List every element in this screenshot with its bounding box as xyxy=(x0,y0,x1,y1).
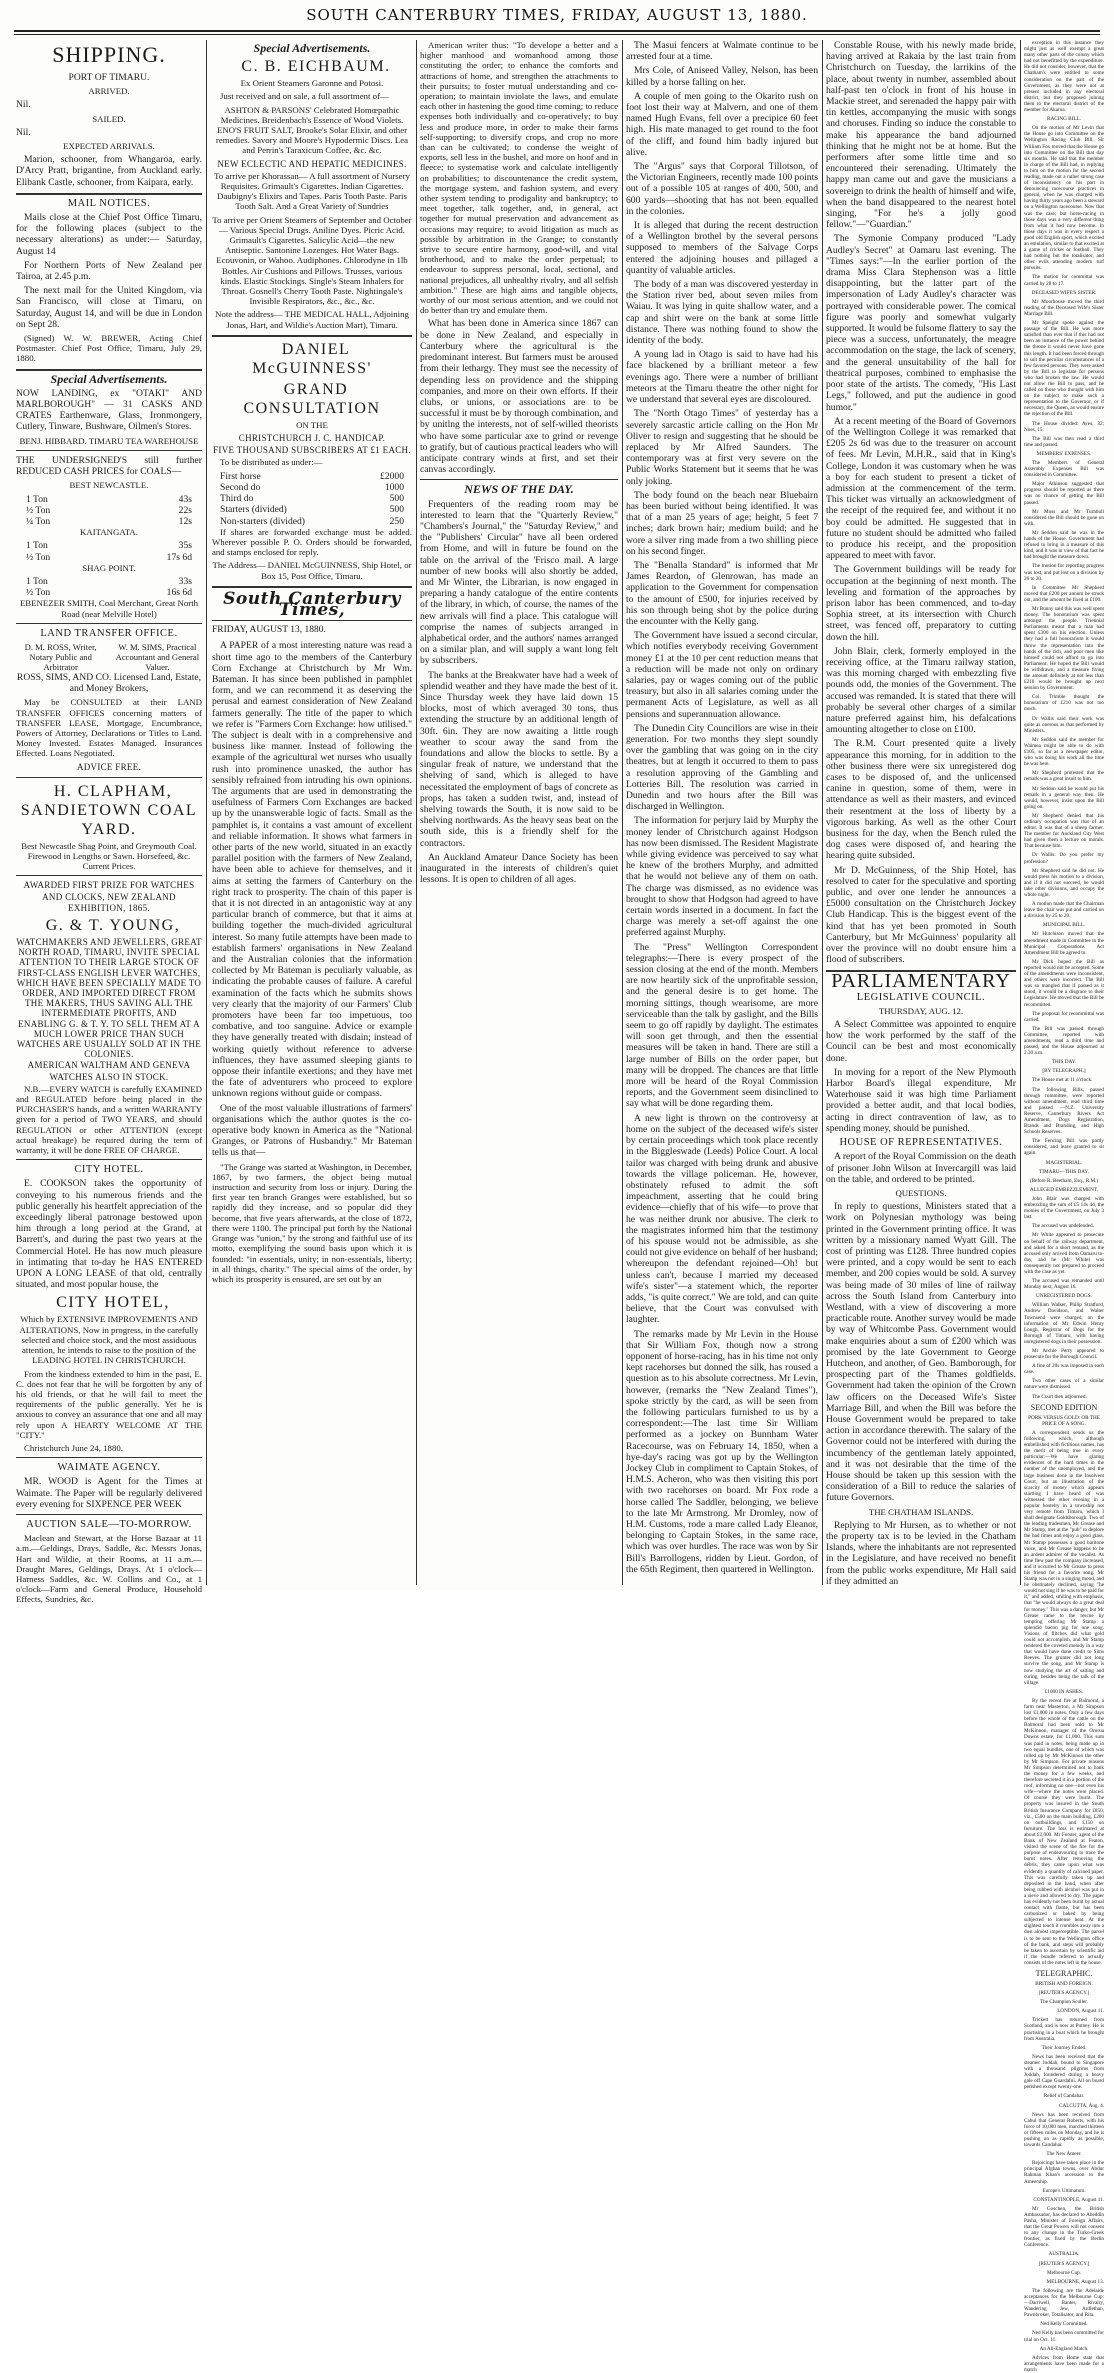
waltham-nb: N.B.—EVERY WATCH is carefully EXAMINED and REGULATED before being placed in the PURCHASER'S hands, and a written WARRANTY given for a period of TWO YEARS, and should REGULATION or other ATTENTION (except actual breakage) be required during the term of warranty, it will be done FREE OF CHARGE. xyxy=(16,1083,202,1156)
newspaper-nameplate: South Canterbury Times, xyxy=(223,588,401,620)
prize-row: Second do 1000 xyxy=(220,481,404,493)
ameer-heading: The New Ameer. xyxy=(1046,2151,1082,2158)
news-item: The R.M. Court presented quite a lively appearance this morning, for in addition to the other business there were six unregistered dog cases to be disposed of, and the unlicensed canine in question, some of them, were in attendance as well as their masters, and evinced their resentment at the loss of liberty by a vigorous barking. As well as the other Court business for the day, when the Bench ruled the dog cases were disposed of, and hearing the hearing quite subsided. xyxy=(826,738,1016,862)
divider xyxy=(16,369,202,371)
divider xyxy=(16,450,202,451)
prize-row: First horse £2000 xyxy=(220,470,404,482)
sailed-label: SAILED. xyxy=(92,113,126,124)
arrived-label: ARRIVED. xyxy=(88,86,130,97)
telegram: Ned Kelly has been committed for trial on Oct. 11. xyxy=(1024,2330,1104,2343)
coal-shag-point: SHAG POINT. xyxy=(82,562,136,573)
divider xyxy=(16,875,202,876)
magisterial-before: (Before R. Beetham, Esq., R.M.) xyxy=(1029,1177,1099,1184)
court-item: Two other cases of a similar nature were dismissed. xyxy=(1024,1378,1104,1391)
coal-best-newcastle: BEST NEWCASTLE. xyxy=(69,480,149,491)
news-item: The banks at the Breakwater have had a week of splendid weather and they have made the best of it. Since Thursday week they have laid down 15 blocks, most of which averaged 30 tons, thus extending the structure by an additional length of 30ft. 6in. They are now awaiting a little rough weather to scour away the sand from the foundations and allow the blocks to settle. By a singular freak of nature, we understand that the shelving of sand, which is alleged to have necessitated the employment of bags of concrete as props, has taken a sudden twist, and, instead of shelving towards the South, it is now said to be shelving northwards. As the heavy seas beat on the south side, this is a friendly shelf for the contractors. xyxy=(420,669,618,849)
parl-item: The House divided: Ayes, 32; Noes, 15. xyxy=(1024,420,1104,433)
news-of-the-day-heading: NEWS OF THE DAY. xyxy=(464,482,574,497)
grand-consultation: GRAND CONSULTATION xyxy=(243,380,381,417)
parl-item: Dr Wallis: Do you prefer my profession? xyxy=(1024,852,1104,865)
mcguinness-body: If shares are forwarded exchange must be added. Wherever possible P. O. Orders should be forwarded, and stamps enclosed for reply. xyxy=(212,526,412,558)
advice-free: ADVICE FREE. xyxy=(76,761,142,772)
divider xyxy=(16,1514,202,1515)
australia-agency: [REUTER'S AGENCY.] xyxy=(1038,2260,1090,2267)
municipal-heading: MUNICIPAL BILL. xyxy=(1042,922,1086,929)
parl-item: A Select Committee was appointed to enquire how the work performed by the staff of the Council can be best and most economically done. xyxy=(826,1019,1016,1064)
divider xyxy=(16,1457,202,1458)
news-item: The body found on the beach near Bluebairn has been buried without being identified. It was that of a man 25 years of age; height, 5 feet 7 inches; dark brown hair; medium build; and he wore a silver ring made from a two shilling piece on his second finger. xyxy=(626,489,818,557)
racing-heading: RACING BILL. xyxy=(1046,116,1081,123)
parl-item: In Committee Mr Shepherd moved that £200 per annum be struck out, and the amount be fixed at £100. xyxy=(1024,584,1104,603)
this-day-sub: [BY TELEGRAPH.] xyxy=(1042,1068,1086,1075)
telegram: News has been received from Cabul that General Roberts, with his force of 10,000 men, marched thirteen or fifteen miles on Monday, and he is pushing on as rapidly as possible, towards Candahar. xyxy=(1024,2111,1104,2149)
leader-quote: "The Grange was started at Washington, in December, 1867, by two farmers, the object being mutual instruction and security from loss or injury. During the first year ten branch Granges were established, but so rapidly did they increase, and so popular did they become, that five years afterwards, at the close of 1872, there were 1100. The principal put forth by the National Grange was "union," by the strong and faithful use of its motto, exemplifying the sound basis upon which it is founded: "in essentials, unity; in non-essentials, liberty; in all things, charity." The special aims of the order, by which its prosperity is ensured, are set out by an xyxy=(212,1161,412,1284)
price-list-kaitangata xyxy=(16,540,202,562)
telegram: Rejoicings have taken place in the principal Afghan towns, over Abdur Rahman Khan's accession to the Ameership. xyxy=(1024,2160,1104,2185)
price-row: 1 Ton 35s xyxy=(26,540,192,552)
parl-item: The motion for committal was carried by 28 to 17. xyxy=(1024,274,1104,287)
news-item: John Blair, clerk, formerly employed in the receiving office, at the Timaru railway station, was this morning charged with embezzling five pounds odd, the monies of the Government. The accused was remanded. It is stated that there will probably be several other charges of a similar nature preferred against him, his defalcations amounting altogether to close on £100. xyxy=(826,645,1016,736)
court-item: A fine of 20s was imposed in each case. xyxy=(1024,1363,1104,1376)
eichbaum-text: ASHTON & PARSONS' Celebrated Homœpathic Medicines. Breidenbach's Essence of Wood Violets. ENO'S FRUIT SALT, Brooke's Solar Elixir, and other remedies. Savory and Moore's Hypodermic Discs. Lea and Perrin's Taraxicum Coffee, &c. &c. xyxy=(215,104,409,156)
mail-notices-heading: MAIL NOTICES. xyxy=(67,197,151,209)
court-item: The accused was undefended. xyxy=(1032,1223,1094,1230)
coal-kaitangata: KAITANGATA. xyxy=(80,527,138,538)
sculler-date: LONDON, August 11. xyxy=(1057,2008,1104,2015)
news-item: The "Argus" says that Corporal Tillotson, of the Victorian Engineers, recently made 100 points out of a possible 105 at ranges of 400, 500, and 600 yards—shooting that has not been equalled in the colonies. xyxy=(626,161,818,217)
kelly-heading: Ned Kelly Committed. xyxy=(1040,2321,1088,2328)
magisterial-sub: TIMARU—THIS DAY. xyxy=(1039,1168,1089,1175)
telegram: Trickett has returned from Scotland, and is now at Putney. He is practising in a boat which he brought from Australia. xyxy=(1024,2017,1104,2042)
clapham-name: H. CLAPHAM, SANDIETOWN COAL YARD. xyxy=(20,782,198,838)
sculler-heading: The Champion Sculler. xyxy=(1040,1999,1088,2006)
arrived-value: Nil. xyxy=(16,99,31,111)
legislative-council-heading: LEGISLATIVE COUNCIL. xyxy=(856,991,986,1003)
parl-item: Mr Shepherd protested that the remark was a great insult to him. xyxy=(1024,770,1104,783)
parl-item: The following Bills, passed through committee, were reported without amendment, read third time and passed —N.Z. University Reserve, Canterbury Rivers Act Amendment, Dogs Registration, Brands and Branding, and High Schools Reserves. xyxy=(1024,1086,1104,1136)
parl-item: On the motion of Mr Levin that the House go into Committee on the Wellington Racing Club Bill, Sir William Fox moved that the House go into Committee on the Bill that day six months. He said that the member in charge of the Bill had, in replying to him on the motion for the second reading, made out a rather strong case of inconsistency on his part in denouncing racecourse practices in general, when he was charged with having thirty years ago been a steward on a Wellington racecourse. Now that was the case; but horse-racing in those days was a very different thing from what it had now become. In those days it was in every respect a good old English sport, which excited an emulation, similar to that excited at a game of cricket or football. They had nothing but the totalisator, and other evils attending modern turf pursuits. xyxy=(1024,125,1104,272)
members-heading: MEMBERS' EXPENSES. xyxy=(1036,450,1092,457)
partner-ross: D. M. ROSS, Writer, Notary Public and Arbitrator xyxy=(24,641,97,672)
cup-date: MELBOURNE, August 13. xyxy=(1046,2278,1104,2285)
city-hotel-date: Christchurch June 24, 1880. xyxy=(24,1442,123,1453)
news-item: The "North Otago Times" of yesterday has a severely sarcastic article calling on the Hon Mr Oliver to resign and suggesting that he should be replaced by Mr Alfred Saunders. The contemporary was at first very severe on the Public Works Statement but it seems that he was only joking. xyxy=(626,408,818,487)
australia-heading: AUSTRALIA. xyxy=(1048,2251,1080,2258)
price-row: 1 Ton 33s xyxy=(26,575,192,587)
special-ads-heading: Special Advertisements. xyxy=(253,41,371,55)
court-item: John Blair was charged with embezzling the sum of £5 14s 4d, the monies of the Government, on July 3 last. xyxy=(1024,1195,1104,1221)
parl-item: Mr Seddon said he was in the hands of the House. Government had refused to bring in a measure of this kind, and it was in view of that fact he had brought the measure down. xyxy=(1024,529,1104,561)
parl-item: The Bill was then read a third time and passed. xyxy=(1024,435,1104,448)
auction-body: Maclean and Stewart, at the Horse Bazaar at 11 a.m.—Geldings, Drays, Saddle, &c. Messrs Jonas, Hart and Wildie, at their Rooms, at 11 a.m.—Draught Mares, Geldings, Drays. At 1 o'clock—Harness Saddles, &c. W. Collins and Co., at 1 o'clock—Farm and General Produce, Household Effects, Sundries, &c. xyxy=(16,1533,202,1605)
column-rule xyxy=(206,40,207,1585)
expected-arrivals: Marion, schooner, from Whangaroa, early. D'Arcy Pratt, brigantine, from Auckland early. Elibank Castle, schooner, from Kaipara, early. xyxy=(16,154,202,188)
british-foreign-heading: BRITISH AND FOREIGN. xyxy=(1035,1981,1093,1987)
parl-item: Mr Seddon said he would put his remark in a general way then. He would, however, insist upon the Bill going on. xyxy=(1024,785,1104,810)
news-item: The "Press" Wellington Correspondent telegraphs:—There is every prospect of the session closing at the end of the month. Members are now heartily sick of the unprofitable session, and the general desire is to get home. The morning sittings, though wearisome, are more serviceable than the talk by gaslight, and the Bills seem to go off rapidly by daylight. The estimates will soon get through, and then the essential measures will be taken in hand. There are still a large number of Bills on the order paper, but many will be dropped. The chances are that little more will be heard of the Royal Commission reports, and the Government seem disinclined to say what will be done regarding them. xyxy=(626,941,818,1110)
leader-paragraph: A PAPER of a most interesting nature was read a short time ago to the members of the Canterbury Corn Exchange at Christchurch by Mr Wm. Bateman. It has since been published in pamphlet form, and we can recommend it as deserving the perusal and earnest consideration of New Zealand farmers generally. The title of the paper to which we refer is "Farmers Corn Exchange: how utilised." The subject is dealt with in a comprehensive and business like manner. Instead of following the example of the agricultural wet nurses who usually rush into prominence unasked, the author has sensibly refrained from intruding his own opinions. The arguments that are used in demonstrating the usefulness of Farmers Corn Exchanges are backed up by the unanswerable logic of facts. Small as the pamphlet is, it contains a vast amount of excellent and reliable information. It shows what farmers in other parts of the new world, situated in an exactly parallel position with the farmers of New Zealand, have been able to achieve for themselves, and it aims at setting the farmers of Canterbury on the right track to prosperity. The chain of this paper is that it is not directed in an antagonistic way at any particular branch of commerce, but that it aims at building together the much-divided agricultural interest. So many futile attempts have been made to establish farmers' organisations in New Zealand and the Australian colonies that the information collected by Mr Bateman is peculiarly valuable, as indicating the probable causes of failure. A careful examination of the facts which he submits shows very clearly that the majority of our Farmers' Club promoters have been far too impetuous, too combative, and too sanguine. Advice or example they have generally treated with disdain; instead of working quietly without reference to adverse influences, they have assumed sleeping giants to oppose their infantile exertions; and they have met the fate of adventurers who proceed to explore unknown regions without guide or compass. xyxy=(212,640,412,1100)
parl-item: The proposal for recommittal was carried. xyxy=(1024,1010,1104,1023)
chatham-heading: THE CHATHAM ISLANDS. xyxy=(868,1506,974,1517)
parl-item: Major Atkinson suggested that progress should be reported as there was no chance of getting the Bill passed. xyxy=(1024,481,1104,506)
ad-coal-intro: THE UNDERSIGNED'S still further REDUCED CASH PRICES for COALS— xyxy=(16,454,202,478)
parl-item: Col. Trimble thought the honorarium of £210 was not too much. xyxy=(1024,694,1104,713)
reuters-agency: [REUTER'S AGENCY.] xyxy=(1038,1990,1090,1997)
parl-item: Mr Seddon said the member for Waimea might be able to do with £105, so far as a newspaper editor, who was doing his work all the time he was here. xyxy=(1024,736,1104,768)
this-day-heading: THIS DAY. xyxy=(1051,1059,1077,1066)
mcguinness-name: DANIEL McGUINNESS' xyxy=(252,340,372,377)
news-item: A couple of men going to the Okarito rush on foot lost their way at Malvern, and one of them named Hugh Evans, fell over a precipice 60 feet high. His mate managed to get round to the foot of the cliff, and found him badly injured but alive. xyxy=(626,90,818,158)
column-rule xyxy=(822,40,823,1585)
column-leader-news xyxy=(420,40,618,1585)
column-shipping xyxy=(16,40,202,1605)
column-rule xyxy=(622,40,623,1585)
news-item: An Auckland Amateur Dance Society has been inaugurated in the interests of children's quiet lessons. It is open to children of all ages. xyxy=(420,851,618,886)
candahar-heading: Relief of Candahar. xyxy=(1043,2093,1085,2100)
parl-item: The Members of General Assembly Expenses Bill was considered in Committee. xyxy=(1024,460,1104,479)
telegram: News has been received that the steamer Joddah, bound to Singapore with a thousand pilgrims from Joddah, foundered during a heavy gale off Cape Guardafui. All on board perished except twenty-one. xyxy=(1024,2053,1104,2091)
price-list-shag xyxy=(16,576,202,598)
prize-row: Starters (divided) 500 xyxy=(220,504,404,516)
coal-signature: EBENEZER SMITH, Coal Merchant, Great North Road (near Melville Hotel) xyxy=(19,598,199,619)
expected-label: EXPECTED ARRIVALS. xyxy=(63,141,155,152)
dws-heading: DECEASED WIFE'S SISTER. xyxy=(1031,289,1097,296)
divider xyxy=(212,620,412,621)
prize-table xyxy=(212,471,412,527)
auction-heading: AUCTION SALE—TO-MORROW. xyxy=(26,1518,192,1530)
parliamentary-heading: PARLIAMENTARY xyxy=(831,970,1011,993)
news-item: A young lad in Otago is said to have had his face blackened by a brilliant meteor a few evenings ago. There were a number of brilliant meteors at the Timaru theatre the other night for we understand that several eyes are discoloured. xyxy=(626,349,818,406)
court-item: Mr Archie Perry appeared to prosecute for the Borough Council. xyxy=(1024,1348,1104,1361)
eichbaum-sub: Ex Orient Steamers Garonne and Potosi. xyxy=(240,78,384,89)
parl-item: Mr Shepherd denied that his ordinary occupation was that of an editor. It was that of a sheep farmer. The member for Auckland City West had given them a lecture on morals. That because him. xyxy=(1024,812,1104,850)
divider xyxy=(16,777,202,778)
divider xyxy=(420,479,618,480)
telegram: The following are the Adelaide acceptances for the Melbourne Cup:—Darriwell, Banter, Rivalry, Wandering Jew, Ardlethan, Pawnbroker, Totalisator, and Rita. xyxy=(1024,2287,1104,2319)
news-item: The remarks made by Mr Levin in the House that Sir William Fox, though now a strong opponent of horse-racing, has in his time not only kept racehorses but donned the silk, has roused a question as to his absolute correctness. Mr Levin, however, (remarks the "New Zealand Times"), spoke strictly by the card, as will be seen from the following particulars furnished to us by a correspondent:—The last time Sir William performed as a jockey on Bunnham Water Racecourse, was on February 14, 1850, when a hye-day's racing was got up by the Wellington Jockey Club in compliment to Captain Stokes, of H.M.S. Acheron, who was then visiting this port with two racehorses on board. Mr Fox rode a horse called The Saddler, belonging, we believe to the late Mr Armstrong. Mr Dromley, now of H.M. Customs, rode a mare called Lady Eleanor, belonging to Captain Stokes, in the same race, which was over hurdles. The race was won by Sir Bill's Barrollogens, ridden by Lieut. Gordon, of the 65th Regiment, then quartered in Wellington. xyxy=(626,1328,818,1575)
pork-heading: PORK VERSUS GOLD: OR THE PRICE OF A SONG. xyxy=(1028,1414,1100,1427)
court-item: William Walker, Philip Stratford, Andrew Davidson, and Walter Townsend were charged, on the information of Mr Edwin Henry Lough, Registrar of Dogs for the Borough of Timaru, with having unregistered dogs in their possession. xyxy=(1024,1302,1104,1345)
mail-notice: Mails close at the Chief Post Office Timaru, for the following places (subject to the necessary alterations) as under:— Saturday, August 14 xyxy=(16,212,202,257)
candahar-date: CALCUTTA, Aug. 4. xyxy=(1059,2102,1104,2109)
parl-item: Mr Moss and Mr Turnbull considered the Bill should be gone on with. xyxy=(1024,508,1104,527)
news-item: Frequenters of the reading room may be interested to learn that the "Quarterly Review," "Chambers's Journal," the "Saturday Review," and the "Publishers' Circular" have all been ordered from Home, and will in future be found on the table on the arrival of the 'Frisco mail. A large number of new books will also shortly be added, and Mr Winter, the Librarian, is now engaged in preparing a handy catalogue of the entire contents of the library, in which, of course, the names of the new arrivals will find a place. This catalogue will comprise the names of subjects arranged in alphabetical order, and the authors' names arranged on a similar plan, and will supply a want long felt by subscribers. xyxy=(420,498,618,667)
column-news xyxy=(626,40,818,1585)
distributed-label: To be distributed as under:— xyxy=(220,457,323,468)
court-item: The accused was remanded until Monday next, August 16. xyxy=(1024,1278,1104,1291)
parl-item: exception in this instance they might just as well exempt a great many other parts of the colony which had not benefitted by the expenditure. He did not consider, however, that the Chatham's were entitled to some consideration on the part of the Government, as they were not at present included in any electoral district, but they proposed joining them to the electoral district of the member for Akaroa. xyxy=(1024,40,1104,114)
parl-item: Mr Shepherd said he did not. He would press his motion to a division, and if it did not succeed, he would take other divisions, and occupy the whole night. xyxy=(1024,867,1104,898)
parl-item: A motion made that the Chairman leave the chair was put and carried on a division by 25 to 20. xyxy=(1024,901,1104,920)
special-ads-heading: Special Advertisements. xyxy=(50,371,168,386)
city-hotel-body-2: Which by EXTENSIVE IMPROVEMENTS AND ALTERATIONS, Now in progress, in the carefully selected and choice stock, and the most assiduous attention, he intends to raise to the position of the LEADING HOTEL IN CHRISTCHURCH. xyxy=(19,1314,199,1366)
parl-item: The Fencing Bill was partly considered, and leave granted to sit again. xyxy=(1024,1138,1104,1157)
divider xyxy=(16,1159,202,1160)
parl-item: A report of the Royal Commission on the death of prisoner John Wilson at Invercargill was laid on the table, and ordered to be printed. xyxy=(826,1151,1016,1185)
masthead-rule xyxy=(14,30,1100,32)
port-heading: PORT OF TIMARU. xyxy=(68,72,150,83)
eichbaum-address: Note the address— THE MEDICAL HALL, Adjoining Jonas, Hart, and Wildie's Auction Mart), Timaru. xyxy=(215,309,409,330)
parl-item: Dr Wallis said their work was quite as onerous as that performed by Ministers. xyxy=(1024,715,1104,734)
news-item: The Government have issued a second circular, which notifies everybody receiving Government money £1 at the 10 per cent reduction means that a reduction will be made not only on ordinary salaries, pay or wages coming out of the public treasury, but also in all salaries coming under the permanent Acts of Legislature, as well as all pensions and superannuation allowance. xyxy=(626,630,818,720)
news-item: At a recent meeting of the Board of Governors of the Wellington College it was remarked that £205 2s 6d was due to the treasurer on account of fees. Mr Levin, M.H.R., said that in King's College, London it was customary when he was a boy for each student to present a ticket of admission at the commencement of the term. This ticket was virtually an acknowledgment of the receipt of the required fee, and without it no boy could be admitted. He suggested that in future no student should be admitted who failed to produce his receipt, and the proposition appeared to meet with favor. xyxy=(826,415,1016,562)
parl-item: Mr Hutchison moved that the amendment made in Committee to the Municipal Corporations Act Amendment Bill be agreed to. xyxy=(1024,931,1104,956)
unregistered-dogs-heading: UNREGISTERED DOGS. xyxy=(1036,1293,1092,1300)
prize-row: Third do 500 xyxy=(220,493,404,505)
parl-item: The Bill was passed through Committee, reported with amendments, read a third time and passed, and the House adjourned at 2.30 a.m. xyxy=(1024,1025,1104,1057)
telegram: Mr Goschen, the British Ambassador, has declared to Abeddin Pasha, Minister of Foreign Affairs, that the Great Powers will not consent to any change in the Turko-Greek frontier, as fixed by the Berlin Conference. xyxy=(1024,2205,1104,2249)
land-partners xyxy=(16,642,202,672)
embezzlement-heading: ALLEGED EMBEZZLEMENT. xyxy=(1030,1186,1098,1193)
house-heading: HOUSE OF REPRESENTATIVES. xyxy=(839,1137,1003,1149)
ad-otaki-sign: BENJ. HIBBARD. TIMARU TEA WAREHOUSE xyxy=(19,435,199,446)
price-row: ½ Ton 22s xyxy=(26,504,192,516)
news-item: Mr D. McGuinness, of the Ship Hotel, has resolved to cater for the speculative and sporting public, and over one lender he announces a £5000 consultation on the Christchurch Jockey Club Handicap. This is the biggest event of the kind that has yet been promoted in South Canterbury, but Mr McGuinness' popularity all over the province will no doubt ensure him a flood of subscribers. xyxy=(826,864,1016,966)
mcguinness-address: The Address— DANIEL McGUINNESS, Ship Hotel, or Box 15, Post Office, Timaru. xyxy=(212,560,412,581)
europe-heading: Europe's Ultimatum. xyxy=(1042,2187,1086,2194)
city-hotel-body: E. COOKSON takes the opportunity of conveying to his numerous friends and the public generally his heartfelt appreciation of the exceedingly liberal patronage bestowed upon him through a long period at the Grand, at Barrett's, and during the past two years at the Commercial Hotel. He has now much pleasure in intimating that to-day he HAS ENTERED UPON A LONG LEASE of that old, centrally situated, and most popular house, the xyxy=(16,1178,202,1291)
prize-row: Non-starters (divided) 250 xyxy=(220,515,404,527)
grand-event: CHRISTCHURCH J. C. HANDICAP. xyxy=(238,433,386,444)
young-body: WATCHMAKERS AND JEWELLERS, GREAT NORTH ROAD, TIMARU, INVITE SPECIAL ATTENTION TO THEIR LARGE STOCK OF FIRST-CLASS ENGLISH LEVER WATCHES, WHICH HAVE BEEN SPECIALLY MADE TO ORDER, AND IMPORTED DIRECT FROM THE MAKERS, THUS SAVING ALL THE INTERMEDIATE PROFITS, AND ENABLING G. & T. Y. TO SELL THEM AT A MUCH LOWER PRICE THAN SUCH WATCHES ARE USUALLY SOLD AT IN THE COLONIES. xyxy=(16,936,202,1060)
clapham-body: Best Newcastle Shag Point, and Greymouth Coal. Firewood in Lengths or Sawn. Horsefeed, &c. Current Prices. xyxy=(21,840,197,872)
news-item: It is alleged that during the recent destruction of a Wellington brothel by the several persons supposed to members of the Salvage Corps entered the adjoining houses and pillaged a quantity of valuable articles. xyxy=(626,220,818,276)
ross-sims-body: May be CONSULTED at their LAND TRANSFER OFFICES concerning matters of TRANSFER LEASE, Mortgage, Encumbrance, Powers of Attorney, Declarations or Titles to Land. Money Invested. Estates Managed. Insurances Effected. Loans Negotiated. xyxy=(16,697,202,759)
parl-item: In reply to questions, Ministers stated that a work on Polynesian mythology was being printed in the Government printing office. It was written by a missionary named Wyatt Gill. The cost of printing was £128. Three hundred copies were printed, and a copy would be sent to each member, and 200 copies would be sold. A survey was being made of 30 miles of line of railway across the South Island from Canterbury into Westland, with a view of discovering a more practicable route. Another survey would be made by way of Whitcombe Pass. Government would make enquiries about a sum of £200 which was promised by the late Government to George Hutcheon, and another, of Geo. Bamborough, for prospecting part of the Thames goldfields. Government had taken the opinion of the Crown law officers on the Deceased Wife's Sister Marriage Bill, and when the Bill was before the House Government would be prepared to take action in accordance therewith. The salary of the Governor could not be interfered with during the incumbency of the gentleman lately appointed, and it was not desirable that the time of the House should be taken up this session with the consideration of a Bill to reduce the salaries of future Governors. xyxy=(826,1201,1016,1504)
masthead-rule-thin xyxy=(14,34,1100,35)
news-item: The information for perjury laid by Murphy the money lender of Christchurch against Hodgson has now been dismissed. The Resident Magistrate while giving evidence was perceived to say what he knew of the brothers Murphy, and admitted that he would not believe any of them on oath. The charge was dismissed, as no evidence was brought to show that Hodgson had agreed to have certain words inserted in a document. In fact the charge was merely a set-off against the one preferred against Murphy. xyxy=(626,815,818,939)
mail-notice: The next mail for the United Kingdom, via San Francisco, will close at Timaru, on Saturday, August 14, and will be due in London on Sept 28. xyxy=(16,285,202,330)
city-hotel-heading: CITY HOTEL. xyxy=(74,1164,144,1176)
price-row: 1 Ton 43s xyxy=(26,493,192,505)
column-parliamentary-cont xyxy=(1024,40,1104,2373)
journey-heading: Their Journey Ended. xyxy=(1041,2044,1087,2051)
price-row: ½ Ton 17s 6d xyxy=(26,551,192,563)
ross-sims-name: ROSS, SIMS, AND CO. Licensed Land, Estate, and Money Brokers, xyxy=(16,671,202,695)
leader-dateline: FRIDAY, AUGUST 13, 1880. xyxy=(212,625,326,636)
city-hotel-body-3: From the kindness extended to him in the past, E. C. does not fear that he will be forgotten by any of his old friends, or that he will fail to meet the requirements of the public generally. Yet he is anxious to convey an assurance that one and all may rely upon A HEARTY WELCOME AT THE "CITY." xyxy=(16,1368,202,1440)
cup-heading: Melbourne Cup. xyxy=(1046,2269,1081,2276)
land-transfer-heading: LAND TRANSFER OFFICE. xyxy=(40,627,178,639)
column-rule xyxy=(416,40,417,1585)
five-thousand: FIVE THOUSAND SUBSCRIBERS AT £1 EACH. xyxy=(213,445,411,456)
telegraphic-heading: TELEGRAPHIC. xyxy=(1035,1969,1093,1978)
waimate-heading: WAIMATE AGENCY. xyxy=(57,1462,161,1474)
price-row: ¼ Ton 12s xyxy=(26,515,192,527)
parl-item: Mr Bunny said this was well spent money. The honorarium was spent amongst the people. Triennial Parliaments meant that a man had spent £300 on his election. Unless they had a full honorarium it would throw the representation into the hands of the rich, and poor men like himself could not afford to go into Parliament. He hoped the Bill would be withdrawn, and a measure fixing the amount definitely at not less than £210 would be brought up next session by Government. xyxy=(1024,605,1104,692)
shipping-heading: SHIPPING. xyxy=(52,42,166,67)
news-item: Constable Rouse, with his newly made bride, having arrived at Rakaia by the last train from Christchurch on Tuesday, the larrikins of the place, about twenty in number, assembled about half-past ten o'clock in front of his house in Mackie street, and serenaded the happy pair with tin kettles, accompanying the music with songs and choruses. Finding so induce the constable to make his appearance the band adjourned thinking that he might not be at home. But the performers after some little time and so encountered their serenading. Ultimately the happy man came out and gave the musicians a sovereign to drink the health of himself and wife, when the band disappeared to the nearest hotel singing, "For he's a jolly good fellow."—"Guardian." xyxy=(826,40,1016,231)
second-edition-heading: SECOND EDITION xyxy=(1030,1402,1098,1412)
parl-item: Mr Moorhouse moved the third reading of the Deceased Wife's Sister Marriage Bill. xyxy=(1024,298,1104,317)
court-item: The Court then adjourned. xyxy=(1032,1393,1087,1400)
waimate-body: MR. WOOD is Agent for the Times at Waimate. The Paper will be regularly delivered every evening for SIXPENCE PER WEEK xyxy=(16,1476,202,1510)
parl-item: Mr Speight spoke against the passage of the Bill. He was more satisfied than ever that if this had not been an instance of the power behind the throne it would never have gone this length. It had been forced through to suit the peculiar circumstances of a few favored persons. They were asked by the Bill to legislate for persons who had broken the law. He would not allow the Bill to pass, and he called on those who thought with him on the subject to make such a representation to the Governor, or if necessary, the Queen, as would ensure the rejection of the Bill. xyxy=(1024,320,1104,418)
city-hotel-name: CITY HOTEL, xyxy=(56,1294,170,1312)
ad-otaki: NOW LANDING, ex "OTAKI" AND MARLBOROUGH" — 31 CASKS AND CRATES Earthenware, Glass, Ironmongery, Cutlery, Tinware, Bushware, Oilmen's Stores. xyxy=(16,387,202,433)
magisterial-heading: MAGISTERIAL. xyxy=(1045,1159,1083,1166)
europe-date: CONSTANTINOPLE, August 11. xyxy=(1033,2196,1104,2203)
parl-item: The House met at 11 o'clock. xyxy=(1032,1077,1093,1084)
column-parliamentary xyxy=(826,40,1016,1585)
parl-item: The motion for reporting progress was lost, and put lost on a division by 26 to 20. xyxy=(1024,563,1104,582)
ashes-heading: £1000 IN ASHES. xyxy=(1044,1688,1084,1695)
sailed-value: Nil. xyxy=(16,126,31,138)
news-item: The Government buildings will be ready for occupation at the beginning of next month. The leveling and formation of the approaches by prison labor has been commenced, and to-day Sophia street, at its intersection with Church street, was fenced off, preparatory to cutting down the hill. xyxy=(826,564,1016,643)
news-item: A new light is thrown on the controversy at home on the subject of the deceased wife's sister by certain proceedings which took place recently in the Biggleswade (Leeds) Police Court. A local tailor was charged with being drunk and abusive towards the village policeman. He, however, obstinately refused to admit the soft impeachment, asserting that he could bring evidence—chiefly that of his wife—to prove that he was neither drunk nor abusive. The clerk to the magistrates informed him that the testimony of his spouse would not be admissible, as she could not give evidence on behalf of her husband; whereupon the defendant rejoined—Oh! but unless can't, because I married my deceased wife's sister"—a statement which, the reporter adds, "is quite correct." We are told, and can quite believe, that the Court was convulsed with laughter. xyxy=(626,1112,818,1326)
young-name: G. & T. YOUNG, xyxy=(45,916,181,934)
news-item: The body of a man was discovered yesterday in the Station river bed, about seven miles from Waiau. It was lying in quite shallow water, and a cap and shirt were on the bank at some little distance. There was nothing found to show the identity of the body. xyxy=(626,279,818,347)
mail-signature: (Signed) W. W. BREWER, Acting Chief Postmaster. Chief Post Office, Timaru, July 29, 1880. xyxy=(16,333,202,364)
leader-quote-cont: American writer thus: "To develope a better and a higher manhood and womanhood among those constituting the order; to enhance the comforts and attractions of home, and strengthen the attachments to their pursuits; to foster mutual understanding and co-operation; to maintain inviolate the laws, and emulate each other in hastening the good time coming; to reduce expenses both individually and co-operatively; to buy less and produce more, in order to make their farms self-supporting; to diversify crops, and crop no more than can be cultivated; to condense the weight of exports, sell less in the bushel, and more on hoof and in fleece; to systematise work and calculate intelligently on probabilities; to discountenance the credit system, the mortgage system, and fashion system, and every other system tending to prodigality and bankruptcy; to meet together, talk together, and, in general, act together for mutual preservation and advancement as occasions may require; to avoid litigation as much as possible by arbitration in the Grange; to constantly strive to secure entire harmony, good-will, and vital brotherhood, and to make the order perpetual; to endeavour to suppress personal, local, sectional, and national prejudices, all unhealthy rivalry, and all selfish ambition." These are high aims and tangible objects, worthy of our most serious attention, and we could not do better than try and emulate them. xyxy=(420,40,618,316)
mail-notice: For Northern Ports of New Zealand per Tairoa, at 2.45 p.m. xyxy=(16,259,202,283)
leader-paragraph: One of the most valuable illustrations of farmers' organisations which the author quotes is the co-operative body known in America as the "National Granges, or Patrons of Husbandry." Mr Bateman tells us that— xyxy=(212,1102,412,1159)
match-heading: An All-England Match. xyxy=(1039,2345,1089,2352)
eichbaum-text: To arrive per Khorassan— A full assortment of Nursery Requisites. Grimault's Cigarettes. Indian Cigarettes. Daubigny's Elixirs and Tapes. Paris Tooth Paste. Paris Tooth Salt. And a Great Variety of Sundries xyxy=(214,170,410,212)
parl-item: Replying to Mr Hursen, as to whether or not the property tax is to be levied in the Chatham Islands, where the inhabitants are not represented in the Legislature, and have received no benefit from the public works expenditure, Mr Hall said if they admitted an xyxy=(826,1519,1016,1587)
eichbaum-name: C. B. EICHBAUM. xyxy=(241,58,391,76)
divider xyxy=(16,193,202,195)
parl-item: In moving for a report of the New Plymouth Harbor Board's illegal expenditure, Mr Waterhouse said it was high time Parliament provided a better audit, and that local bodies, acting in direct contravention of law, as to spending money, should be punished. xyxy=(826,1066,1016,1134)
price-list-newcastle xyxy=(16,494,202,528)
story-paragraph: By the recent fire at Balmoral, a farm near Masterton, a Mr Simpson lost £1,000 in notes. Only a few days before the whole of the cattle on the Balmoral had been sold to Mr McKinnon, manager of the Ororua Downs estate, for £1,000. This sum was paid in notes, being made up in two equal bundles, one of which was rolled up by Mr McKinnon the other by Mr Simpson. For private reasons Mr Simpson determined not to bank the money for a few weeks, and therefore secreted it in a portion of the roof, informing no one—not even his wife—where the notes were placed. Of course they were burnt. The property was insured in the South British Insurance Company for £850, viz., £500 on the main building, £200 on outbuildings, and £150 on furniture. The loss is estimated at about £2,000. Mr Forster, agent of the Bank of New Zealand at Featon, visited the scene of the fire for the purpose of endeavouring to trace the burnt notes. After removing the débris, they came upon what was evidently a quantity of calcined paper. This was carefully taken up and deposited in the hand, when after being rubbed with alcohol was put in a sieve and allowed to dry. The paper has evidently not been burnt by actual contact with flame, but has been carbonized or baked by being subjected to intense heat. At the slightest touch it crumbles away into a dust almost imperceptible. The parcel is to be sent to the Wellington office of the bank, and steps will probably be taken to ascertain by scientific aid if the bundle referred to actually consists of the notes left in the house. xyxy=(1024,1697,1104,1966)
eichbaum-text: To arrive per Orient Steamers of September and October— Various Special Drugs. Aniline Dyes. Picric Acid. Grimault's Cigarettes. Salicylic Acid—the new Antiseptic. Santonine Lozenges. Hot Water Bags. Ecouvonin, or Wahoo. Audiphones. Chlorodyne in 1lb Bottles. Air Cushions and Pillows. Trusses, various kinds. Elastic Stockings. Single's Steam Inhalers for Throat. Gosnell's Cherry Tooth Paste. Nightingale's Invisible Respirators, &c., &c., &c. xyxy=(212,214,412,307)
news-item: The "Benalla Standard" is informed that Mr James Reardon, of Glenrowan, has made an application to the Government for compensation to the amount of £500, for injuries received by his son through being shot by the police during the encounter with the Kelly gang. xyxy=(626,559,818,627)
telegram: Advices from Home state that arrangements have been made for a match xyxy=(1024,2354,1104,2373)
price-row: ½ Ton 16s 6d xyxy=(26,587,192,599)
divider xyxy=(212,586,412,588)
column-rule xyxy=(1020,40,1021,1585)
partner-sims: W. M. SIMS, Practical Accountant and General Valuer. xyxy=(115,641,200,672)
eichbaum-heading: NEW ECLECTIC AND HEPATIC MEDICINES. xyxy=(217,158,407,169)
news-item: The Symonie Company produced "Lady Audley's Secret" at Oamaru last evening. The "Times says:"—In the earlier portion of the drama Miss Clara Stephenson was a little disappointing, but the latter part of the impersonation of Lady Audley's character was portrayed with considerable power. The comical figure was poorly and somewhat vulgarly supported. It would be fulsome flattery to say the piece was a success, unfortunately, the meagre accommodation on the stage, the lack of scenery, and the general unsuitability of the hall for theatrical purposes, combined to emphasise the poor state of the artists. The comedy, "His Last Legs," followed, and put the audience in good humor." xyxy=(826,233,1016,413)
grand-sub: ON THE xyxy=(296,419,328,430)
story-paragraph: A correspondent sends us the following, which, although embellished with fictitious names, has the merit of being true in every particular:—We have glaring evidences of the hard times in the number of the unemployed, and the large business done in the Insolvent Court, but an illustration of the scarcity of money which appears startling I have heard of was witnessed the other evening in a popular hostelry in a township not very remote from Timaru, which I shall designate Goldsborough. Two of the leading tradesmen, Mr Grease and Mr Stamp, met at the "pub" to deplore the bad times and enjoy a good glass. Mr Stamp possesses a good baritone voice, and Mr Grease happens to be an ardent admirer of the vocalist. As time flew past the company increased, and it occurred to Mr Grease to press his friend for a favorite song. Mr Stamp was not in a singing mood, and he obstinately declined, saying "he would not sing if he was to be paid for it," and added, smiling with emphasis, that "he would always do a great deal for money." This was a danger, but Mr Grease came to the rescue by tempting offering Mr Stamp a splendid bacon pig for one song. Visions of flitches did what gold could not accomplish, and Mr Stamp rendered the coveted melody in a way that would have done credit to Sims Reeves. The grunter did not long survive the song, and Mr Stamp is now studying the art of salting and curing, besides being the talk of the village. xyxy=(1024,1429,1104,1686)
questions-heading: QUESTIONS. xyxy=(895,1187,947,1198)
divider xyxy=(212,335,412,337)
leader-paragraph: What has been done in America since 1867 can be done in New Zealand, and especially in Canterbury where the agricultural is the predominant interest. But farmers must be aroused from their lethargy. They must see the necessity of depending less on providence and the shipping companies, and more on their own efforts. If their clubs, or unions, or associations are to be successful it must be by thorough combination, and by unitlng the interests, not of self-willed theorists who have some particular axe to grind or revenge to gratify, but of cautious practical leaders who will anticipate contrary winds at first, and set their canvas accordingly. xyxy=(420,318,618,476)
divider xyxy=(16,623,202,624)
waltham-line: AMERICAN WALTHAM AND GENEVA WATCHES ALSO IN STOCK. xyxy=(27,1060,191,1082)
news-item: The Dunedin City Councillors are wise in their generation. For two months they slept soundly over the gambling that was going on in the city theatres, but at length it occurred to them to pass a resolution approving of the Gambling and Lotteries Bill. The resolution was carried in Dunedin and two hours after the Bill was discharged in Wellington. xyxy=(626,722,818,813)
parl-date: THURSDAY, AUG. 12. xyxy=(878,1005,964,1016)
news-item: Mrs Cole, of Aniseed Valley, Nelson, has been killed by a horse falling on her. xyxy=(626,65,818,88)
court-item: Mr White appeared to prosecute on behalf of the railway department, and asked for a short remand, as the accused only arrived from Oamaru to-day, and he (Mr White) was consequently not prepared to proceed with the case as yet. xyxy=(1024,1232,1104,1275)
masthead: SOUTH CANTERBURY TIMES, FRIDAY, AUGUST 13, 1880. xyxy=(306,6,808,24)
column-ads-leader xyxy=(212,40,412,1585)
parl-item: Mr Dick hoped the Bill as reported would not be accepted. Some of the amendments were inconsistent, and others were incorrect. The Bill was so mangled that if passed as it stood, it would be a disgrace to their Legislature. He moved that the Bill be recommitted. xyxy=(1024,958,1104,1008)
young-award: AWARDED FIRST PRIZE FOR WATCHES AND CLOCKS, NEW ZEALAND EXHIBITION, 1865. xyxy=(23,880,195,913)
news-item: The Masui fencers at Walmate continue to be arrested four at a time. xyxy=(626,40,818,63)
eichbaum-text: Just received and on sale, a full assortment of— xyxy=(220,91,389,102)
